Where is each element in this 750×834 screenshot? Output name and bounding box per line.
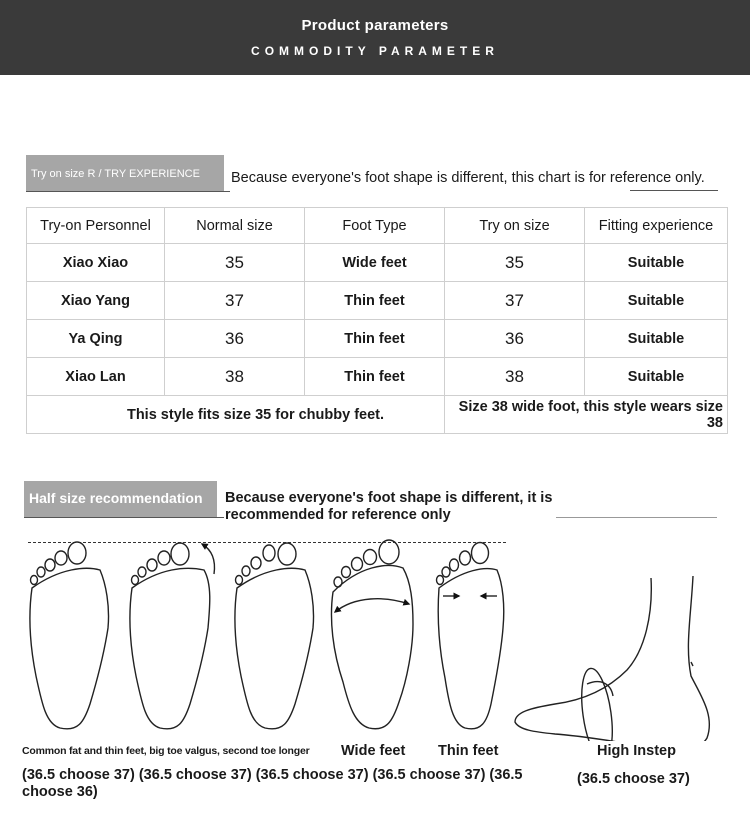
size-choice-list: (36.5 choose 37) (36.5 choose 37) (36.5 choose 37) (36.5 choose 37) (36.5 choose 36) [22, 767, 523, 800]
fitting-experience: Suitable [585, 244, 728, 282]
table-header-row [27, 208, 728, 244]
foot-type: Thin feet [305, 358, 445, 396]
column-header: Normal size [165, 208, 305, 244]
try-on-size: 35 [445, 244, 585, 282]
try-on-size: 38 [445, 358, 585, 396]
divider [630, 190, 718, 191]
normal-size: 35 [165, 244, 305, 282]
try-on-size: 36 [445, 320, 585, 358]
half-size-note: Because everyone's foot shape is different, it is recommended for reference only [225, 490, 553, 523]
caption-thin-feet: Thin feet [438, 743, 499, 759]
normal-size: 37 [165, 282, 305, 320]
foot-type: Wide feet [305, 244, 445, 282]
column-header: Try-on Personnel [27, 208, 165, 244]
person-name: Xiao Lan [27, 358, 165, 396]
foot-outline-icon [30, 542, 109, 729]
size-choice-high-instep: (36.5 choose 37) [577, 771, 690, 787]
fitting-experience: Suitable [585, 320, 728, 358]
footer-note-right: Size 38 wide foot, this style wears size 38 [445, 396, 728, 434]
try-on-size: 37 [445, 282, 585, 320]
try-on-table [26, 207, 728, 434]
column-header: Try on size [445, 208, 585, 244]
foot-shapes-illustration [20, 536, 730, 741]
table-row [27, 320, 728, 358]
foot-outline-icon [437, 543, 504, 729]
fitting-experience: Suitable [585, 282, 728, 320]
column-header: Fitting experience [585, 208, 728, 244]
table-footer-row [27, 396, 728, 434]
caption-high-instep: High Instep [597, 743, 676, 759]
foot-outline-icon [235, 543, 314, 729]
normal-size: 36 [165, 320, 305, 358]
try-on-section-label: Try on size R / TRY EXPERIENCE [26, 155, 224, 191]
footer-note-left: This style fits size 35 for chubby feet. [27, 396, 445, 434]
caption-common-feet: Common fat and thin feet, big toe valgus, second toe longer [22, 745, 310, 757]
table-row [27, 244, 728, 282]
try-on-note: Because everyone's foot shape is different, this chart is for reference only. [231, 170, 705, 186]
table-row [27, 358, 728, 396]
foot-outline-icon [331, 540, 413, 729]
divider [556, 517, 717, 518]
divider [26, 191, 230, 192]
page-header [0, 0, 750, 75]
divider [24, 517, 224, 518]
column-header: Foot Type [305, 208, 445, 244]
person-name: Ya Qing [27, 320, 165, 358]
normal-size: 38 [165, 358, 305, 396]
foot-side-view-icon [515, 576, 709, 741]
foot-type: Thin feet [305, 320, 445, 358]
caption-wide-feet: Wide feet [341, 743, 406, 759]
foot-outline-icon [130, 543, 215, 729]
half-size-section-label: Half size recommendation [24, 481, 217, 517]
fitting-experience: Suitable [585, 358, 728, 396]
header-subtitle: COMMODITY PARAMETER [251, 44, 499, 58]
person-name: Xiao Xiao [27, 244, 165, 282]
person-name: Xiao Yang [27, 282, 165, 320]
foot-type: Thin feet [305, 282, 445, 320]
table-row [27, 282, 728, 320]
header-title: Product parameters [301, 17, 449, 34]
